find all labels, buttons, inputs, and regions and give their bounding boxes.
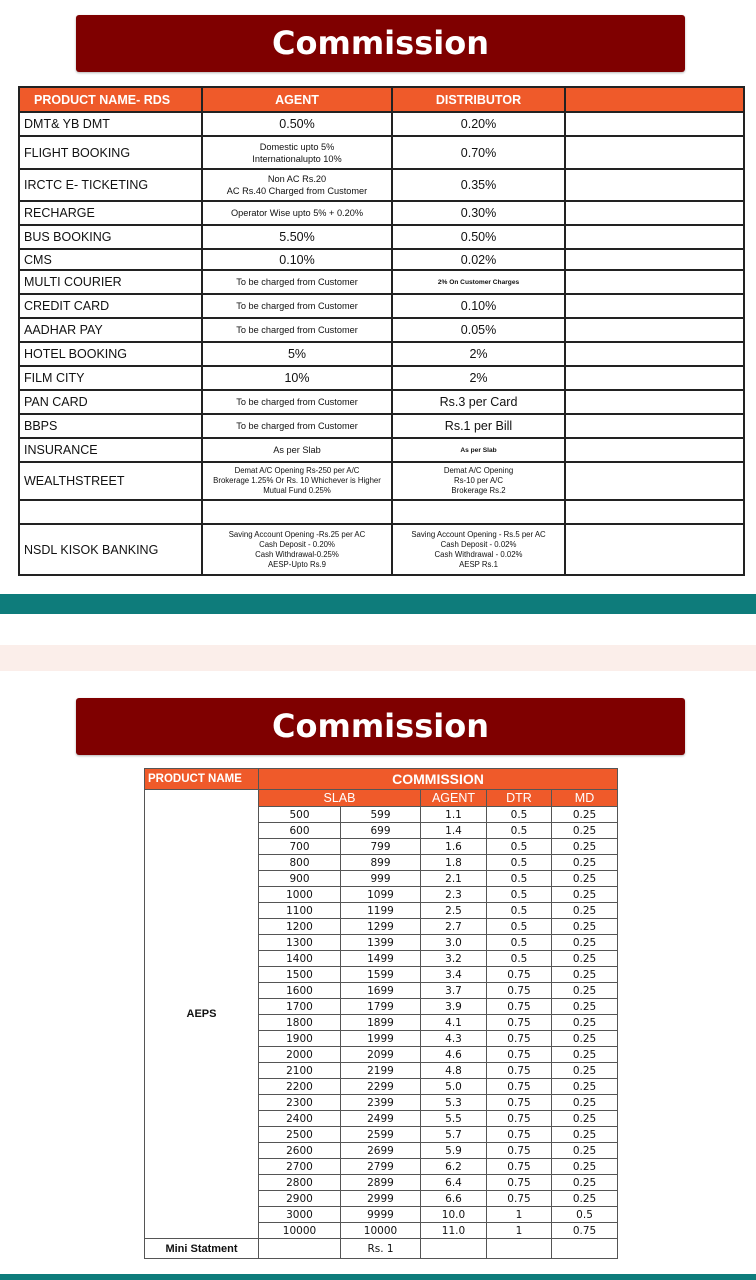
agent-cell: 5.5: [421, 1111, 487, 1127]
slab-from-cell: 500: [259, 807, 341, 823]
dtr-cell: 0.75: [487, 983, 552, 999]
product-name-cell: [19, 500, 202, 524]
slab-to-cell: 2799: [341, 1159, 421, 1175]
dtr-cell: 0.5: [487, 935, 552, 951]
cell-line: 10%: [284, 371, 310, 385]
cell-line: Cash Deposit - 0.02%: [440, 539, 517, 549]
cell-line: 0.30%: [460, 206, 497, 220]
distributor-commission-cell: [392, 225, 565, 249]
cell-line: Saving Account Opening -Rs.25 per AC: [228, 529, 366, 539]
md-cell: 0.5: [552, 1207, 618, 1223]
distributor-commission-cell: [392, 524, 565, 575]
cell-line: Demat A/C Opening: [443, 466, 514, 475]
md-cell: 0.25: [552, 855, 618, 871]
distributor-commission-cell: [392, 201, 565, 225]
sub-header-row: [145, 790, 618, 807]
cell-line: Non AC Rs.20: [267, 174, 327, 184]
header-slab: SLAB: [259, 790, 421, 807]
empty-cell: [421, 1239, 487, 1259]
agent-cell: 3.7: [421, 983, 487, 999]
distributor-commission-cell: [392, 112, 565, 136]
md-cell: 0.25: [552, 1063, 618, 1079]
slab-from-cell: 2700: [259, 1159, 341, 1175]
dtr-cell: 0.75: [487, 1191, 552, 1207]
cell-line: Domestic upto 5%: [259, 141, 335, 152]
agent-commission-cell: [202, 112, 392, 136]
agent-commission-cell: [202, 438, 392, 462]
cell-line: Rs.3 per Card: [439, 395, 518, 409]
header-distributor: DISTRIBUTOR: [392, 87, 565, 112]
cell-line: Brokerage 1.25% Or Rs. 10 Whichever is Higher: [213, 476, 381, 485]
slab-to-cell: 1499: [341, 951, 421, 967]
table-row: [19, 342, 744, 366]
dtr-cell: 0.75: [487, 1111, 552, 1127]
empty-cell: [565, 225, 744, 249]
agent-commission-cell: [202, 249, 392, 270]
table-row: [19, 169, 744, 201]
table-row: [19, 390, 744, 414]
dtr-cell: 0.5: [487, 887, 552, 903]
slab-to-cell: 1999: [341, 1031, 421, 1047]
dtr-cell: 0.75: [487, 999, 552, 1015]
dtr-cell: 0.5: [487, 871, 552, 887]
md-cell: 0.25: [552, 1175, 618, 1191]
agent-cell: 2.7: [421, 919, 487, 935]
empty-cell: [565, 390, 744, 414]
agent-cell: 2.5: [421, 903, 487, 919]
slab-from-cell: 800: [259, 855, 341, 871]
empty-cell: [565, 270, 744, 294]
slab-to-cell: 1099: [341, 887, 421, 903]
product-name-cell: FLIGHT BOOKING: [19, 136, 202, 169]
table-row: [19, 136, 744, 169]
agent-commission-cell: [202, 500, 392, 524]
commission-banner-top: Commission: [76, 15, 685, 72]
md-cell: 0.75: [552, 1223, 618, 1239]
agent-commission-cell: [202, 169, 392, 201]
slab-from-cell: 1200: [259, 919, 341, 935]
distributor-commission-cell: [392, 390, 565, 414]
teal-footer-band: [0, 1274, 756, 1280]
dtr-cell: 0.5: [487, 807, 552, 823]
slab-from-cell: 2200: [259, 1079, 341, 1095]
cell-line: 0.50%: [460, 230, 497, 244]
agent-commission-cell: [202, 462, 392, 500]
distributor-commission-cell: [392, 136, 565, 169]
md-cell: 0.25: [552, 983, 618, 999]
product-name-cell: AADHAR PAY: [19, 318, 202, 342]
empty-cell: [565, 169, 744, 201]
table-row: [19, 318, 744, 342]
product-name-cell: BUS BOOKING: [19, 225, 202, 249]
table-row: [19, 270, 744, 294]
distributor-commission-cell: [392, 414, 565, 438]
cell-line: Internationalupto 10%: [252, 153, 342, 164]
dtr-cell: 0.5: [487, 951, 552, 967]
slab-from-cell: 2000: [259, 1047, 341, 1063]
cell-line: Mutual Fund 0.25%: [263, 486, 331, 495]
dtr-cell: 0.75: [487, 1159, 552, 1175]
cell-line: To be charged from Customer: [236, 421, 358, 431]
cell-line: Saving Account Opening - Rs.5 per AC: [411, 529, 546, 539]
agent-commission-cell: [202, 270, 392, 294]
agent-cell: 3.0: [421, 935, 487, 951]
agent-cell: 6.4: [421, 1175, 487, 1191]
mini-statement-row: [145, 1239, 618, 1259]
table-row: [19, 225, 744, 249]
slab-to-cell: 2399: [341, 1095, 421, 1111]
table-row: [19, 112, 744, 136]
cell-line: 5%: [287, 347, 307, 361]
aeps-label: AEPS: [145, 790, 259, 1239]
rds-commission-table: [18, 86, 745, 576]
dtr-cell: 0.5: [487, 839, 552, 855]
md-cell: 0.25: [552, 1143, 618, 1159]
empty-cell: [565, 342, 744, 366]
agent-commission-cell: [202, 390, 392, 414]
cell-line: 2%: [469, 371, 488, 385]
cell-line: Cash Deposit - 0.20%: [259, 539, 335, 549]
distributor-commission-cell: [392, 294, 565, 318]
table-row: [19, 294, 744, 318]
header-agent: AGENT: [421, 790, 487, 807]
slab-to-cell: 2899: [341, 1175, 421, 1191]
empty-cell: [565, 318, 744, 342]
agent-cell: 1.8: [421, 855, 487, 871]
product-name-cell: WEALTHSTREET: [19, 462, 202, 500]
cell-line: 0.05%: [460, 323, 497, 337]
header-md: MD: [552, 790, 618, 807]
table-row: [19, 524, 744, 575]
cell-line: To be charged from Customer: [236, 397, 358, 407]
cell-line: 0.50%: [279, 117, 315, 131]
dtr-cell: 0.75: [487, 1175, 552, 1191]
slab-from-cell: 2500: [259, 1127, 341, 1143]
dtr-cell: 1: [487, 1207, 552, 1223]
agent-cell: 1.1: [421, 807, 487, 823]
cell-line: AESP Rs.1: [459, 559, 498, 569]
agent-cell: 11.0: [421, 1223, 487, 1239]
slab-from-cell: 2300: [259, 1095, 341, 1111]
distributor-commission-cell: [392, 169, 565, 201]
md-cell: 0.25: [552, 1095, 618, 1111]
agent-cell: 5.9: [421, 1143, 487, 1159]
table-row: [19, 201, 744, 225]
slab-to-cell: 2599: [341, 1127, 421, 1143]
slab-from-cell: 2800: [259, 1175, 341, 1191]
slab-from-cell: 2400: [259, 1111, 341, 1127]
slab-to-cell: 1399: [341, 935, 421, 951]
dtr-cell: 0.75: [487, 1015, 552, 1031]
agent-commission-cell: [202, 294, 392, 318]
cell-line: AESP-Upto Rs.9: [267, 559, 327, 569]
slab-to-cell: 799: [341, 839, 421, 855]
slab-from-cell: 1000: [259, 887, 341, 903]
distributor-commission-cell: [392, 249, 565, 270]
agent-commission-cell: [202, 366, 392, 390]
slab-from-cell: 1400: [259, 951, 341, 967]
dtr-cell: 0.75: [487, 1079, 552, 1095]
empty-cell: [259, 1239, 341, 1259]
agent-cell: 4.8: [421, 1063, 487, 1079]
slab-to-cell: 1699: [341, 983, 421, 999]
slab-to-cell: 1199: [341, 903, 421, 919]
product-name-cell: HOTEL BOOKING: [19, 342, 202, 366]
cell-line: Operator Wise upto 5% + 0.20%: [230, 208, 363, 218]
product-name-cell: BBPS: [19, 414, 202, 438]
product-name-cell: MULTI COURIER: [19, 270, 202, 294]
md-cell: 0.25: [552, 1079, 618, 1095]
cell-line: Rs.1 per Bill: [444, 419, 513, 433]
pink-divider: [0, 645, 756, 671]
slab-from-cell: 900: [259, 871, 341, 887]
agent-cell: 6.2: [421, 1159, 487, 1175]
md-cell: 0.25: [552, 1015, 618, 1031]
product-name-cell: RECHARGE: [19, 201, 202, 225]
distributor-commission-cell: [392, 270, 565, 294]
cell-line: 0.70%: [460, 145, 497, 160]
slab-from-cell: 1300: [259, 935, 341, 951]
md-cell: 0.25: [552, 1159, 618, 1175]
slab-to-cell: 2499: [341, 1111, 421, 1127]
cell-line: Brokerage Rs.2: [451, 486, 506, 495]
md-cell: 0.25: [552, 967, 618, 983]
cell-line: Rs-10 per A/C: [454, 476, 503, 485]
table-header-row: [19, 87, 744, 112]
agent-commission-cell: [202, 136, 392, 169]
agent-commission-cell: [202, 225, 392, 249]
empty-cell: [565, 500, 744, 524]
dtr-cell: 0.75: [487, 1143, 552, 1159]
cell-line: AC Rs.40 Charged from Customer: [226, 186, 368, 196]
empty-cell: [552, 1239, 618, 1259]
md-cell: 0.25: [552, 935, 618, 951]
agent-cell: 5.7: [421, 1127, 487, 1143]
cell-line: 2%: [469, 347, 488, 361]
product-name-cell: IRCTC E- TICKETING: [19, 169, 202, 201]
agent-cell: 3.2: [421, 951, 487, 967]
product-name-cell: CREDIT CARD: [19, 294, 202, 318]
agent-cell: 1.4: [421, 823, 487, 839]
product-name-cell: PAN CARD: [19, 390, 202, 414]
empty-cell: [487, 1239, 552, 1259]
empty-cell: [565, 294, 744, 318]
empty-cell: [565, 136, 744, 169]
empty-cell: [565, 438, 744, 462]
agent-cell: 5.3: [421, 1095, 487, 1111]
slab-to-cell: 699: [341, 823, 421, 839]
header-dtr: DTR: [487, 790, 552, 807]
cell-line: Cash Withdrawal-0.25%: [255, 549, 339, 559]
cell-line: 0.02%: [460, 252, 497, 267]
agent-commission-cell: [202, 318, 392, 342]
agent-commission-cell: [202, 342, 392, 366]
slab-to-cell: 10000: [341, 1223, 421, 1239]
md-cell: 0.25: [552, 1127, 618, 1143]
dtr-cell: 0.5: [487, 903, 552, 919]
dtr-cell: 0.75: [487, 967, 552, 983]
slab-from-cell: 3000: [259, 1207, 341, 1223]
table-row: [19, 249, 744, 270]
slab-from-cell: 10000: [259, 1223, 341, 1239]
slab-to-cell: 1599: [341, 967, 421, 983]
table-row: [19, 500, 744, 524]
empty-cell: [565, 201, 744, 225]
slab-to-cell: 1799: [341, 999, 421, 1015]
slab-to-cell: 9999: [341, 1207, 421, 1223]
cell-line: To be charged from Customer: [236, 277, 358, 287]
dtr-cell: 0.75: [487, 1095, 552, 1111]
table-row: [19, 414, 744, 438]
slab-from-cell: 2600: [259, 1143, 341, 1159]
slab-to-cell: 899: [341, 855, 421, 871]
md-cell: 0.25: [552, 1191, 618, 1207]
cell-line: 0.10%: [460, 299, 497, 313]
slab-to-cell: 599: [341, 807, 421, 823]
empty-cell: [565, 462, 744, 500]
slab-from-cell: 2900: [259, 1191, 341, 1207]
empty-cell: [565, 366, 744, 390]
empty-cell: [565, 112, 744, 136]
table-header-row: [145, 769, 618, 790]
slab-to-cell: 2199: [341, 1063, 421, 1079]
cell-line: 0.10%: [279, 252, 315, 267]
dtr-cell: 0.75: [487, 1031, 552, 1047]
md-cell: 0.25: [552, 887, 618, 903]
slab-to-cell: 2099: [341, 1047, 421, 1063]
slab-from-cell: 1100: [259, 903, 341, 919]
header-commission: COMMISSION: [259, 769, 618, 790]
product-name-cell: NSDL KISOK BANKING: [19, 524, 202, 575]
agent-cell: 4.1: [421, 1015, 487, 1031]
distributor-commission-cell: [392, 366, 565, 390]
empty-cell: [565, 249, 744, 270]
agent-cell: 4.3: [421, 1031, 487, 1047]
cell-line: 2% On Customer Charges: [437, 278, 520, 286]
product-name-cell: DMT& YB DMT: [19, 112, 202, 136]
agent-cell: 1.6: [421, 839, 487, 855]
teal-divider: [0, 594, 756, 614]
md-cell: 0.25: [552, 1031, 618, 1047]
cell-line: Cash Withdrawal - 0.02%: [434, 549, 523, 559]
commission-banner-bottom: Commission: [76, 698, 685, 755]
slab-to-cell: 1899: [341, 1015, 421, 1031]
slab-from-cell: 600: [259, 823, 341, 839]
dtr-cell: 0.75: [487, 1127, 552, 1143]
md-cell: 0.25: [552, 807, 618, 823]
cell-line: 0.35%: [460, 178, 497, 192]
slab-from-cell: 1800: [259, 1015, 341, 1031]
md-cell: 0.25: [552, 1047, 618, 1063]
md-cell: 0.25: [552, 919, 618, 935]
slab-to-cell: 999: [341, 871, 421, 887]
agent-cell: 10.0: [421, 1207, 487, 1223]
slab-to-cell: 1299: [341, 919, 421, 935]
agent-cell: 3.4: [421, 967, 487, 983]
dtr-cell: 0.5: [487, 855, 552, 871]
agent-cell: 6.6: [421, 1191, 487, 1207]
slab-to-cell: 2299: [341, 1079, 421, 1095]
md-cell: 0.25: [552, 951, 618, 967]
empty-cell: [565, 414, 744, 438]
cell-line: 0.20%: [460, 117, 497, 131]
md-cell: 0.25: [552, 999, 618, 1015]
agent-commission-cell: [202, 414, 392, 438]
distributor-commission-cell: [392, 462, 565, 500]
dtr-cell: 0.75: [487, 1047, 552, 1063]
md-cell: 0.25: [552, 823, 618, 839]
slab-to-cell: 2699: [341, 1143, 421, 1159]
dtr-cell: 0.75: [487, 1063, 552, 1079]
table-row: [19, 438, 744, 462]
distributor-commission-cell: [392, 500, 565, 524]
cell-line: 5.50%: [279, 230, 315, 244]
md-cell: 0.25: [552, 903, 618, 919]
agent-cell: 4.6: [421, 1047, 487, 1063]
agent-cell: 5.0: [421, 1079, 487, 1095]
md-cell: 0.25: [552, 839, 618, 855]
cell-line: As per Slab: [460, 446, 497, 454]
cell-line: Demat A/C Opening Rs-250 per A/C: [234, 466, 360, 475]
mini-statement-label: Mini Statment: [145, 1239, 259, 1259]
distributor-commission-cell: [392, 342, 565, 366]
header-agent: AGENT: [202, 87, 392, 112]
md-cell: 0.25: [552, 871, 618, 887]
mini-statement-value: Rs. 1: [341, 1239, 421, 1259]
aeps-commission-table: [144, 768, 618, 1259]
distributor-commission-cell: [392, 438, 565, 462]
dtr-cell: 1: [487, 1223, 552, 1239]
table-row: [19, 462, 744, 500]
product-name-cell: FILM CITY: [19, 366, 202, 390]
slab-from-cell: 1500: [259, 967, 341, 983]
agent-cell: 3.9: [421, 999, 487, 1015]
table-row: [19, 366, 744, 390]
slab-from-cell: 1700: [259, 999, 341, 1015]
slab-from-cell: 700: [259, 839, 341, 855]
product-name-cell: INSURANCE: [19, 438, 202, 462]
dtr-cell: 0.5: [487, 919, 552, 935]
slab-from-cell: 1900: [259, 1031, 341, 1047]
md-cell: 0.25: [552, 1111, 618, 1127]
cell-line: As per Slab: [273, 445, 321, 455]
header-product-name: PRODUCT NAME- RDS: [19, 87, 202, 112]
distributor-commission-cell: [392, 318, 565, 342]
empty-cell: [565, 524, 744, 575]
slab-from-cell: 2100: [259, 1063, 341, 1079]
agent-commission-cell: [202, 524, 392, 575]
cell-line: To be charged from Customer: [236, 325, 358, 335]
header-empty: [565, 87, 744, 112]
cell-line: To be charged from Customer: [236, 301, 358, 311]
slab-to-cell: 2999: [341, 1191, 421, 1207]
agent-cell: 2.3: [421, 887, 487, 903]
product-name-cell: CMS: [19, 249, 202, 270]
dtr-cell: 0.5: [487, 823, 552, 839]
agent-commission-cell: [202, 201, 392, 225]
agent-cell: 2.1: [421, 871, 487, 887]
header-product-name: PRODUCT NAME: [145, 769, 259, 790]
slab-from-cell: 1600: [259, 983, 341, 999]
